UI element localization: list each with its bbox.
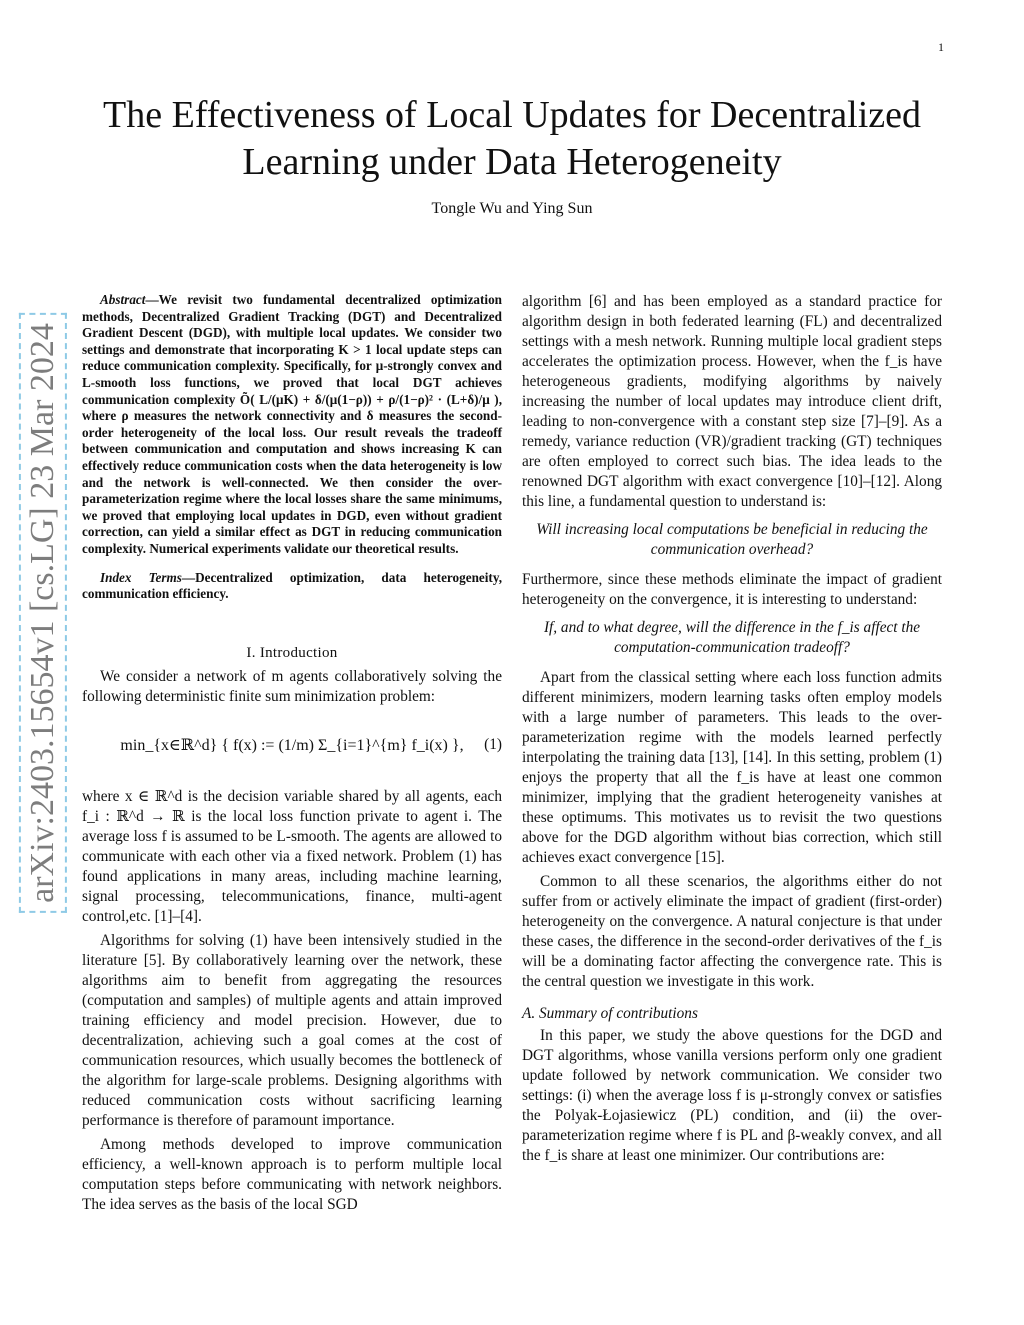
intro-paragraph-1: We consider a network of m agents collaboratively solving the following deterministic finite sum minimization problem: [82,667,502,705]
paper-title: The Effectiveness of Local Updates for Decentralized Learning under Data Heterogeneity [102,94,922,183]
page-number: 1 [938,40,944,54]
section-heading-introduction: I. Introduction [246,644,338,661]
subsection-heading-contributions: A. Summary of contributions [522,1005,698,1022]
research-question-1: Will increasing local computations be beneficial in reducing the communication overhead? [536,521,928,558]
index-terms-text: —Decentralized optimization, data heterogeneity, communication efficiency. [82,569,502,602]
index-terms-label: Index Terms [100,569,182,585]
equation-1 [82,711,502,781]
arxiv-stamp-text: arXiv:2403.15654v1 [cs.LG] 23 Mar 2024 [19,313,67,913]
intro-paragraph-8: Common to all these scenarios, the algorithms either do not suffer from or actively eliminate the impact of gradient (first-order) heterogeneity on the convergence. A natural conjecture is that under these cases, the difference in the second-order derivatives of the f_is will be a dominating factor affecting the convergence rate. This is the central question we investigate in this work. [522,873,942,990]
intro-paragraph-6: Furthermore, since these methods eliminate the impact of gradient heterogeneity on the convergence, it is interesting to understand: [522,571,942,608]
intro-paragraph-2: where x ∈ ℝ^d is the decision variable shared by all agents, each f_i : ℝ^d → ℝ is the local loss function private to agent i. The average loss f is assumed to be L-smooth. The agents are allowed to communicate with each other via a fixed network. Problem (1) has found applications in many areas, including machine learning, signal processing, telecommunications, finance, multi-agent control,etc. [1]–[4]. [82,787,502,925]
index-terms [82,570,502,603]
intro-paragraph-3: Algorithms for solving (1) have been intensively studied in the literature [5]. By collaboratively learning over the network, these algorithms aim to benefit from aggregating the resources (computation and samples) of multiple agents and attain improved training efficiency and model precision. However, due to decentralization, achieving such a goal comes at the cost of communication resources, which usually becomes the bottleneck of the algorithm for large-scale problems. Designing algorithms with reduced communication costs without sacrificing learning performance is therefore of paramount importance. [82,931,502,1129]
abstract [82,292,502,558]
abstract-text: —We revisit two fundamental decentralized optimization methods, Decentralized Gradient Tracking (DGT) and Decentralized Gradient Descent (DGD), with multiple local updates. We consider two settings and demonstrate that incorporating K > 1 local update steps can reduce communication complexity. Specifically, for μ-strongly convex and L-smooth loss functions, we proved that local DGT achieves communication complexity Õ( L/(μK) + δ/(μ(1−ρ)) + ρ/(1−ρ)² · (L+δ)/μ ), where ρ measures the network connectivity and δ measures the second-order heterogeneity of the local loss. Our result reveals the tradeoff between communication and computation and shows increasing K can effectively reduce communication costs when the data heterogeneity is low and the network is well-connected. We then consider the over-parameterization regime where the local losses share the same minimums, we proved that employing local updates in DGD, even without gradient correction, can yield a similar effect as DGT in reducing communication complexity. Numerical experiments validate our theoretical results. [82,292,502,556]
intro-paragraph-4: Among methods developed to improve communication efficiency, a well-known approach is to perform multiple local computation steps before communicating with network neighbors. The idea serves as the basis of the local SGD [82,1135,502,1213]
contributions-paragraph: In this paper, we study the above questions for the DGD and DGT algorithms, whose vanilla versions perform only one gradient update followed by network communication. We consider two settings: (i) when the average loss f is μ-strongly convex or satisfies the Polyak-Łojasiewicz (PL) condition, and (ii) the over-parameterization regime where f is PL and β-weakly convex, and all the f_is share at least one minimizer. Our contributions are: [522,1027,942,1164]
abstract-label: Abstract [100,292,146,307]
equation-number: (1) [484,735,502,753]
authors: Tongle Wu and Ying Sun [431,200,593,217]
equation-1-body: min_{x∈ℝ^d} { f(x) := (1/m) Σ_{i=1}^{m} f_i(x) }, [120,736,464,754]
arxiv-stamp [18,318,68,908]
left-column [82,292,502,1215]
intro-paragraph-7: Apart from the classical setting where each loss function admits different minimizers, modern learning tasks often employ models with a large number of parameters. This leads to the over-parameterization regime with the models learned perfectly interpolating the training data [13], [14]. In this setting, problem (1) enjoys the property that all the f_is have at least one common minimizer, implying that the gradient heterogeneity vanishes at these optimums. This motivates us to revisit the two questions above for the DGD algorithm without bias correction, which still achieves exact convergence [15]. [522,669,942,866]
research-question-2: If, and to what degree, will the difference in the f_is affect the computation-communication tradeoff? [543,619,921,656]
right-column [522,292,942,1166]
intro-paragraph-5: algorithm [6] and has been employed as a standard practice for algorithm design in both federated learning (FL) and decentralized settings with a mesh network. Running multiple local gradient steps accelerates the optimization process. However, when the f_is have heterogeneous gradients, modifying algorithms by naively increasing the number of local updates may introduce client drift, leading to non-convergence with a constant step size [7]–[9]. As a remedy, variance reduction (VR)/gradient tracking (GT) techniques are often employed to correct such bias. The idea leads to the renowned DGT algorithm with exact convergence [10]–[12]. Along this line, a fundamental question to understand is: [522,293,942,510]
